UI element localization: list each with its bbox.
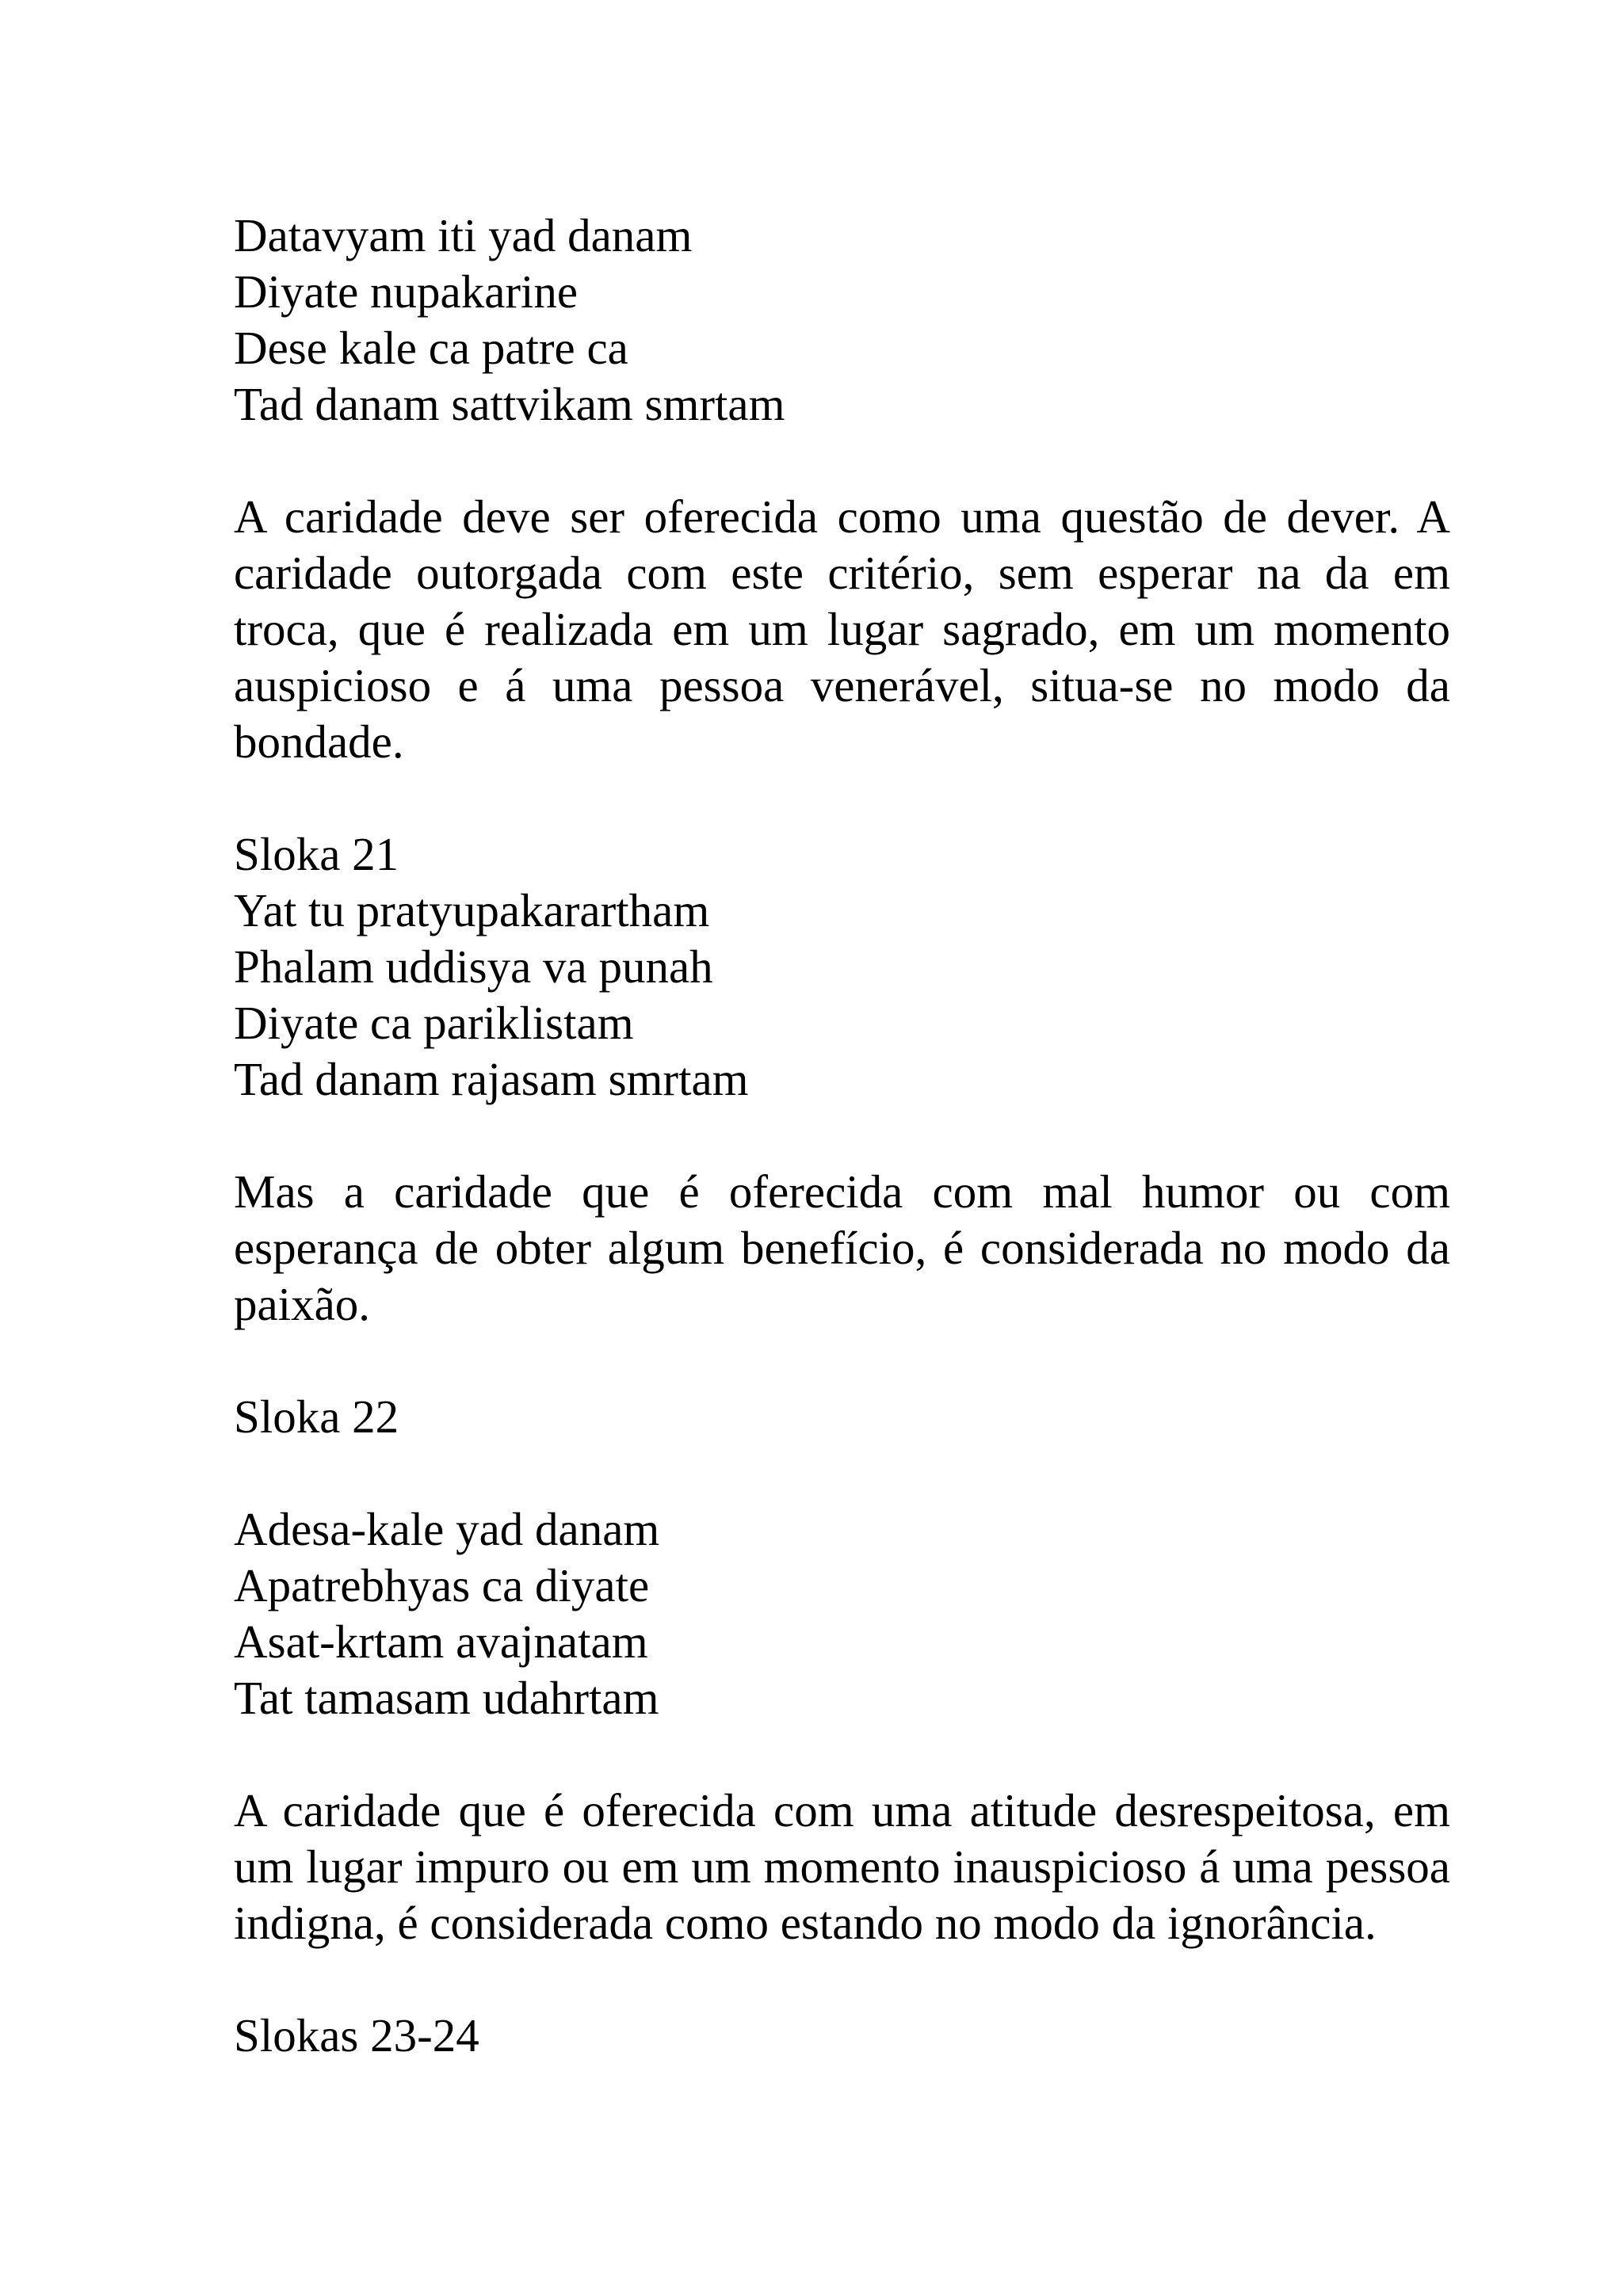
spacer: [234, 1333, 1450, 1389]
translation-paragraph-20: A caridade deve ser oferecida como uma questão de dever. A caridade outorgada com este critério, sem esperar na da em troca, que é realizada em um lugar sagrado, em um momento auspicioso e á uma pessoa venerável, situa-se no modo da bondade.: [234, 490, 1450, 768]
verse-sloka-22: [234, 1501, 1450, 1726]
spacer: [234, 1108, 1450, 1164]
verse-line: Diyate ca pariklistam: [234, 997, 634, 1049]
spacer: [234, 433, 1450, 489]
verse-line: Adesa-kale yad danam: [234, 1503, 660, 1555]
verse-line: Tad danam sattvikam smrtam: [234, 378, 785, 430]
spacer: [234, 1726, 1450, 1783]
spacer: [234, 1445, 1450, 1501]
verse-line: Dese kale ca patre ca: [234, 322, 628, 374]
verse-line: Datavyam iti yad danam: [234, 209, 693, 261]
sloka-heading-23-24: Slokas 23-24: [234, 2009, 479, 2061]
spacer: [234, 1951, 1450, 2008]
sloka-heading-22: Sloka 22: [234, 1390, 399, 1443]
translation-paragraph-21: Mas a caridade que é oferecida com mal humor ou com esperança de obter algum benefício, é considerada no modo da paixão.: [234, 1165, 1450, 1330]
verse-line: Tat tamasam udahrtam: [234, 1672, 659, 1724]
sloka-heading-21: Sloka 21: [234, 828, 399, 880]
verse-line: Apatrebhyas ca diyate: [234, 1559, 650, 1611]
verse-line: Phalam uddisya va punah: [234, 940, 713, 993]
verse-sloka-21: [234, 883, 1450, 1108]
verse-line: Yat tu pratyupakarartham: [234, 884, 710, 936]
verse-line: Asat-krtam avajnatam: [234, 1615, 648, 1668]
page-content: [234, 208, 1450, 2064]
verse-line: Tad danam rajasam smrtam: [234, 1053, 749, 1105]
spacer: [234, 770, 1450, 826]
verse-sloka-20: [234, 208, 1450, 433]
verse-line: Diyate nupakarine: [234, 265, 579, 318]
translation-paragraph-22: A caridade que é oferecida com uma atitude desrespeitosa, em um lugar impuro ou em um momento inauspicioso á uma pessoa indigna, é considerada como estando no modo da ignorância.: [234, 1784, 1450, 1949]
